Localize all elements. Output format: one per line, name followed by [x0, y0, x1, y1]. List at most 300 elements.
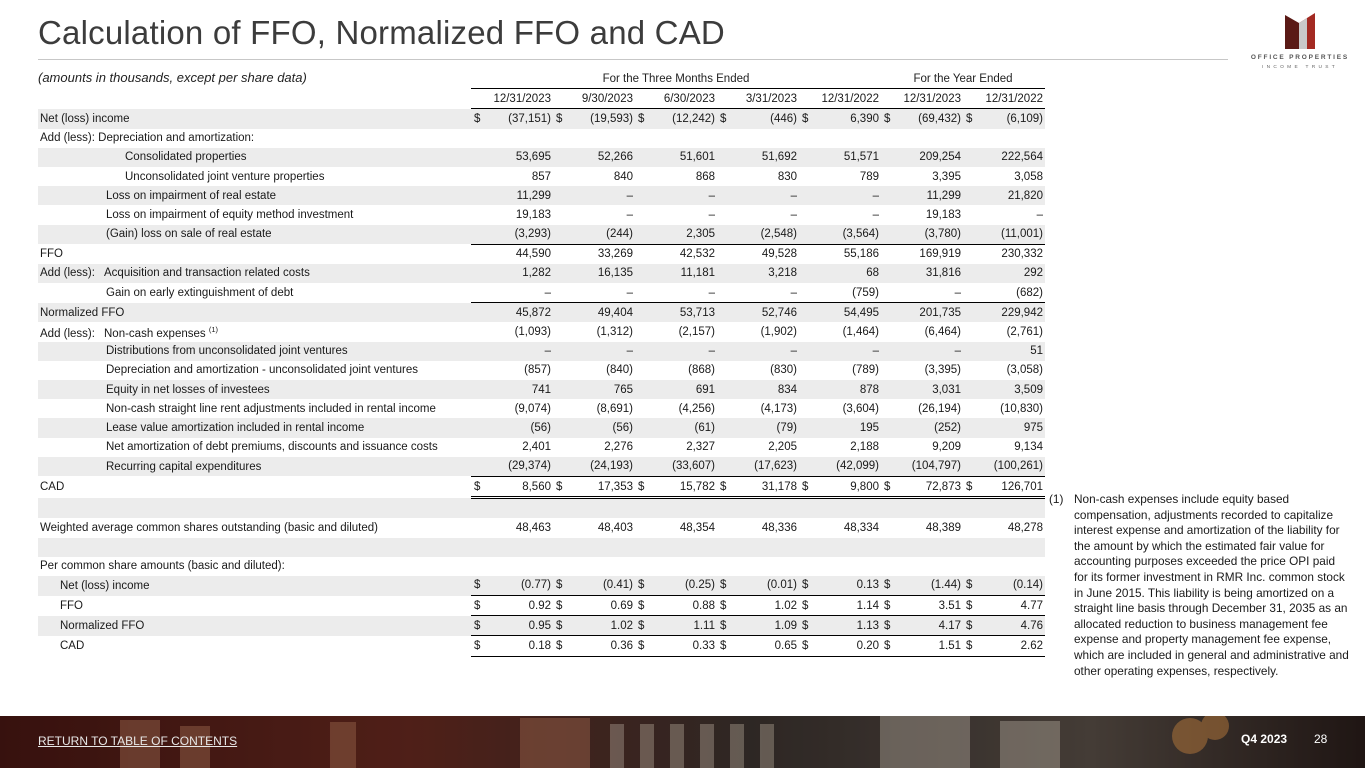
- footnote-marker: (1): [1049, 492, 1064, 506]
- cell-value: (56): [568, 418, 635, 437]
- currency-symbol: $: [963, 636, 978, 656]
- cell-value: 3,058: [1014, 170, 1043, 183]
- currency-symbol: $: [963, 109, 978, 129]
- currency-symbol: [635, 457, 650, 477]
- cell-value: 51,571: [814, 148, 881, 167]
- cell-value: [732, 557, 799, 576]
- cell-value: –: [814, 186, 881, 205]
- cell-value: (244): [568, 225, 635, 245]
- cell-value: –: [732, 186, 799, 205]
- currency-symbol: $: [553, 616, 568, 636]
- logo-line-2: INCOME TRUST: [1261, 65, 1339, 70]
- currency-symbol: [799, 264, 814, 283]
- currency-symbol: [963, 361, 978, 380]
- cell-value: (2,157): [678, 326, 715, 339]
- currency-symbol: [471, 518, 486, 537]
- row-label: [38, 576, 471, 596]
- currency-symbol: [963, 518, 978, 537]
- cell-value: [650, 538, 717, 557]
- cell-value: (840): [606, 364, 633, 377]
- row-label-text: Non-cash expenses: [104, 327, 206, 340]
- currency-symbol: [717, 148, 732, 167]
- cell-value: 209,254: [896, 148, 963, 167]
- cell-value: 195: [814, 418, 881, 437]
- currency-symbol: [553, 225, 568, 245]
- currency-symbol: [963, 148, 978, 167]
- currency-symbol: [553, 438, 568, 457]
- cell-value: (0.25): [650, 576, 717, 596]
- cell-value: 31,178: [732, 476, 799, 497]
- currency-symbol: [635, 557, 650, 576]
- currency-symbol: [881, 518, 896, 537]
- currency-symbol: $: [799, 476, 814, 497]
- row-label-text: Net amortization of debt premiums, discounts and issuance costs: [106, 441, 438, 454]
- cell-value: (1,902): [760, 326, 797, 339]
- currency-symbol: [635, 303, 650, 323]
- table-row: [38, 244, 1045, 264]
- currency-symbol: [471, 361, 486, 380]
- cell-value: 0.13: [814, 576, 881, 596]
- row-label-text: Net (loss) income: [40, 112, 130, 125]
- ffo-table: [38, 69, 1045, 657]
- cell-value: [814, 557, 881, 576]
- currency-symbol: [963, 225, 978, 245]
- currency-symbol: [963, 303, 978, 323]
- cell-value: 49,528: [761, 248, 797, 261]
- currency-symbol: [717, 438, 732, 457]
- row-prefix: Add (less):: [40, 267, 95, 280]
- cell-value: –: [650, 342, 717, 361]
- currency-symbol: $: [717, 476, 732, 497]
- currency-symbol: [471, 303, 486, 323]
- currency-symbol: [553, 399, 568, 418]
- cell-value: 3,218: [732, 264, 799, 283]
- cell-value: 868: [695, 170, 715, 183]
- cell-value: 0.36: [568, 636, 635, 656]
- currency-symbol: [553, 518, 568, 537]
- row-label-text: Normalized FFO: [40, 306, 125, 319]
- currency-symbol: [717, 518, 732, 537]
- cell-value: 48,354: [679, 521, 715, 534]
- cell-value: –: [896, 283, 963, 303]
- page-title: Calculation of FFO, Normalized FFO and CAD: [38, 14, 725, 51]
- currency-symbol: [963, 557, 978, 576]
- cell-value: 1.13: [814, 616, 881, 636]
- cell-value: 834: [732, 380, 799, 399]
- cell-value: (868): [688, 364, 715, 377]
- cell-value: (3,780): [896, 225, 963, 245]
- currency-symbol: [635, 538, 650, 557]
- cell-value: 19,183: [925, 208, 961, 221]
- currency-symbol: [881, 399, 896, 418]
- currency-symbol: [799, 322, 814, 341]
- currency-symbol: [717, 322, 732, 341]
- column-date-2: 6/30/2023: [635, 89, 717, 109]
- row-label: [38, 498, 471, 519]
- cell-value: 2,205: [768, 441, 797, 454]
- column-date-4: 12/31/2022: [799, 89, 881, 109]
- cell-value: 49,404: [568, 303, 635, 323]
- row-label: [38, 476, 471, 497]
- currency-symbol: [471, 167, 486, 186]
- cell-value: [978, 538, 1045, 557]
- cell-value: [568, 498, 635, 519]
- currency-symbol: [963, 283, 978, 303]
- currency-symbol: [635, 264, 650, 283]
- currency-symbol: $: [553, 576, 568, 596]
- currency-symbol: [553, 322, 568, 341]
- cell-value: 48,403: [597, 521, 633, 534]
- row-label: [38, 418, 471, 437]
- currency-symbol: [553, 264, 568, 283]
- currency-symbol: $: [635, 596, 650, 616]
- currency-symbol: [717, 205, 732, 224]
- currency-symbol: [881, 418, 896, 437]
- cell-value: 52,266: [568, 148, 635, 167]
- cell-value: 230,332: [1001, 248, 1043, 261]
- currency-symbol: [471, 225, 486, 245]
- row-prefix: Add (less):: [40, 327, 95, 340]
- cell-value: (0.01): [732, 576, 799, 596]
- cell-value: [650, 129, 717, 148]
- cell-value: (0.41): [568, 576, 635, 596]
- row-label: [38, 129, 471, 148]
- cell-value: –: [814, 342, 881, 361]
- currency-symbol: [881, 380, 896, 399]
- currency-symbol: [881, 148, 896, 167]
- row-label-text: Consolidated properties: [125, 151, 247, 164]
- row-label-text: Normalized FFO: [60, 619, 145, 632]
- currency-symbol: [635, 225, 650, 245]
- currency-symbol: [799, 283, 814, 303]
- currency-symbol: [635, 186, 650, 205]
- cell-value: (33,607): [650, 457, 717, 477]
- cell-value: [486, 557, 553, 576]
- currency-symbol: [799, 538, 814, 557]
- currency-symbol: [799, 205, 814, 224]
- cell-value: (3,293): [486, 225, 553, 245]
- cell-value: 2,401: [522, 441, 551, 454]
- currency-symbol: [799, 438, 814, 457]
- cell-value: 11,181: [650, 264, 717, 283]
- cell-value: [896, 129, 963, 148]
- cell-value: 0.88: [650, 596, 717, 616]
- footer-period: Q4 2023: [1241, 732, 1288, 746]
- currency-symbol: [635, 380, 650, 399]
- table-row: [38, 186, 1045, 205]
- opi-logo-mark-icon: [1285, 13, 1315, 49]
- cell-value: 19,183: [515, 208, 551, 221]
- cell-value: (2,761): [1006, 326, 1043, 339]
- currency-symbol: [635, 418, 650, 437]
- currency-symbol: [963, 342, 978, 361]
- table-row: [38, 361, 1045, 380]
- currency-symbol: [635, 342, 650, 361]
- currency-symbol: $: [717, 596, 732, 616]
- cell-value: 54,495: [814, 303, 881, 323]
- cell-value: (1,093): [514, 326, 551, 339]
- currency-symbol: [471, 498, 486, 519]
- row-label: [38, 399, 471, 418]
- cell-value: (4,173): [760, 402, 797, 415]
- currency-symbol: $: [799, 636, 814, 656]
- currency-symbol: [471, 129, 486, 148]
- currency-symbol: [717, 538, 732, 557]
- currency-symbol: [553, 186, 568, 205]
- cell-value: 1.51: [896, 636, 963, 656]
- currency-symbol: [963, 186, 978, 205]
- currency-symbol: [963, 399, 978, 418]
- currency-symbol: [963, 244, 978, 264]
- cell-value: 0.92: [486, 596, 553, 616]
- currency-symbol: $: [799, 109, 814, 129]
- cell-value: 1.02: [732, 596, 799, 616]
- currency-symbol: [881, 264, 896, 283]
- cell-value: 17,353: [568, 476, 635, 497]
- row-label: [38, 518, 471, 537]
- currency-symbol: $: [471, 616, 486, 636]
- currency-symbol: [799, 498, 814, 519]
- currency-symbol: $: [471, 109, 486, 129]
- row-label: [38, 283, 471, 303]
- cell-value: –: [732, 283, 799, 303]
- row-label: [38, 557, 471, 576]
- cell-value: [732, 538, 799, 557]
- currency-symbol: $: [881, 576, 896, 596]
- currency-symbol: [471, 148, 486, 167]
- currency-symbol: [471, 557, 486, 576]
- row-label-text: Depreciation and amortization - unconsolidated joint ventures: [106, 364, 418, 377]
- cell-value: –: [626, 208, 633, 221]
- table-row: [38, 283, 1045, 303]
- currency-symbol: $: [717, 616, 732, 636]
- cell-value: –: [650, 186, 717, 205]
- currency-symbol: [881, 498, 896, 519]
- currency-symbol: $: [881, 636, 896, 656]
- cell-value: 0.20: [814, 636, 881, 656]
- cell-value: 51: [978, 342, 1045, 361]
- row-label: [38, 225, 471, 245]
- cell-value: 11,299: [896, 186, 963, 205]
- currency-symbol: $: [799, 616, 814, 636]
- date-header-row: [38, 89, 1045, 109]
- currency-symbol: [799, 399, 814, 418]
- currency-symbol: [635, 518, 650, 537]
- cell-value: (446): [732, 109, 799, 129]
- currency-symbol: $: [635, 636, 650, 656]
- cell-value: (19,593): [568, 109, 635, 129]
- currency-symbol: [471, 457, 486, 477]
- cell-value: (6,464): [924, 326, 961, 339]
- cell-value: 975: [978, 418, 1045, 437]
- cell-value: (104,797): [896, 457, 963, 477]
- currency-symbol: [717, 303, 732, 323]
- currency-symbol: [799, 244, 814, 264]
- cell-value: 765: [568, 380, 635, 399]
- cell-value: 9,134: [1014, 441, 1043, 454]
- row-label-text: Loss on impairment of real estate: [106, 189, 277, 202]
- currency-symbol: [553, 342, 568, 361]
- cell-value: (3,395): [924, 364, 961, 377]
- cell-value: [896, 557, 963, 576]
- currency-symbol: [799, 342, 814, 361]
- cell-value: 1.02: [568, 616, 635, 636]
- currency-symbol: [553, 205, 568, 224]
- currency-symbol: [963, 129, 978, 148]
- cell-value: [486, 538, 553, 557]
- cell-value: (252): [896, 418, 963, 437]
- cell-value: [896, 538, 963, 557]
- cell-value: 126,701: [978, 476, 1045, 497]
- currency-symbol: [471, 264, 486, 283]
- cell-value: 0.33: [650, 636, 717, 656]
- cell-value: (6,109): [978, 109, 1045, 129]
- currency-symbol: [799, 518, 814, 537]
- cell-value: 48,336: [761, 521, 797, 534]
- table-row: [38, 576, 1045, 596]
- currency-symbol: [471, 418, 486, 437]
- table-row: [38, 438, 1045, 457]
- cell-value: (3,058): [1006, 364, 1043, 377]
- row-label: [38, 380, 471, 399]
- group-header-row: [38, 69, 1045, 89]
- currency-symbol: [963, 205, 978, 224]
- currency-symbol: $: [553, 636, 568, 656]
- cell-value: (79): [732, 418, 799, 437]
- currency-symbol: [471, 399, 486, 418]
- currency-symbol: [471, 380, 486, 399]
- cell-value: (1.44): [896, 576, 963, 596]
- cell-value: (682): [978, 283, 1045, 303]
- currency-symbol: [471, 538, 486, 557]
- cell-value: [732, 129, 799, 148]
- cell-value: 45,872: [486, 303, 553, 323]
- cell-value: –: [732, 342, 799, 361]
- currency-symbol: $: [881, 596, 896, 616]
- cell-value: 0.95: [486, 616, 553, 636]
- currency-symbol: [717, 244, 732, 264]
- year-header: For the Year Ended: [881, 69, 1045, 89]
- cell-value: (56): [486, 418, 553, 437]
- row-label: [38, 438, 471, 457]
- cell-value: [732, 498, 799, 519]
- table-row: [38, 109, 1045, 129]
- cell-value: 16,135: [568, 264, 635, 283]
- cell-value: 840: [613, 170, 633, 183]
- currency-symbol: [717, 167, 732, 186]
- table-row: [38, 303, 1045, 323]
- currency-symbol: [799, 361, 814, 380]
- table-row: [38, 148, 1045, 167]
- currency-symbol: [881, 186, 896, 205]
- column-date-0: 12/31/2023: [471, 89, 553, 109]
- currency-symbol: [717, 557, 732, 576]
- row-label: [38, 303, 471, 323]
- cell-value: (2,548): [732, 225, 799, 245]
- currency-symbol: [553, 148, 568, 167]
- currency-symbol: [881, 225, 896, 245]
- currency-symbol: $: [635, 576, 650, 596]
- currency-symbol: [635, 205, 650, 224]
- row-label-text: Distributions from unconsolidated joint ventures: [106, 345, 348, 358]
- currency-symbol: [553, 303, 568, 323]
- cell-value: 292: [978, 264, 1045, 283]
- currency-symbol: [635, 148, 650, 167]
- table-row: [38, 476, 1045, 497]
- cell-value: 4.76: [978, 616, 1045, 636]
- cell-value: 53,695: [486, 148, 553, 167]
- currency-symbol: [471, 342, 486, 361]
- currency-symbol: $: [471, 476, 486, 497]
- currency-symbol: [471, 438, 486, 457]
- cell-value: [978, 129, 1045, 148]
- currency-symbol: [717, 380, 732, 399]
- cell-value: 9,209: [932, 441, 961, 454]
- currency-symbol: [799, 418, 814, 437]
- cell-value: –: [486, 283, 553, 303]
- cell-value: 9,800: [814, 476, 881, 497]
- cell-value: 33,269: [597, 248, 633, 261]
- currency-symbol: [553, 167, 568, 186]
- cell-value: (11,001): [978, 225, 1045, 245]
- cell-value: –: [568, 186, 635, 205]
- row-label-text: Equity in net losses of investees: [106, 383, 270, 396]
- currency-symbol: [553, 557, 568, 576]
- cell-value: (857): [524, 364, 551, 377]
- currency-symbol: [553, 418, 568, 437]
- cell-value: (1,312): [596, 326, 633, 339]
- cell-value: 222,564: [978, 148, 1045, 167]
- cell-value: [978, 557, 1045, 576]
- cell-value: (61): [650, 418, 717, 437]
- currency-symbol: [799, 167, 814, 186]
- table-row: [38, 380, 1045, 399]
- row-label-text: Loss on impairment of equity method investment: [106, 208, 354, 221]
- currency-symbol: [553, 361, 568, 380]
- currency-symbol: [471, 322, 486, 341]
- row-label: [38, 264, 471, 283]
- cell-value: (12,242): [650, 109, 717, 129]
- currency-symbol: [881, 342, 896, 361]
- currency-symbol: [471, 186, 486, 205]
- return-to-toc-link[interactable]: RETURN TO TABLE OF CONTENTS: [38, 734, 238, 748]
- row-label: [38, 322, 471, 341]
- cell-value: 15,782: [650, 476, 717, 497]
- row-label: [38, 636, 471, 656]
- row-label-text: Gain on early extinguishment of debt: [106, 286, 294, 299]
- cell-value: 52,746: [732, 303, 799, 323]
- footnote: [1049, 492, 1349, 679]
- currency-symbol: $: [635, 109, 650, 129]
- cell-value: (24,193): [568, 457, 635, 477]
- currency-symbol: [717, 457, 732, 477]
- currency-symbol: [963, 438, 978, 457]
- table-row: [38, 557, 1045, 576]
- table-row: [38, 205, 1045, 224]
- cell-value: (100,261): [978, 457, 1045, 477]
- currency-symbol: [717, 225, 732, 245]
- cell-value: 1.09: [732, 616, 799, 636]
- cell-value: 0.69: [568, 596, 635, 616]
- column-date-6: 12/31/2022: [963, 89, 1045, 109]
- cell-value: (8,691): [596, 402, 633, 415]
- cell-value: [814, 498, 881, 519]
- cell-value: (3,604): [842, 402, 879, 415]
- cell-value: –: [1036, 208, 1043, 221]
- currency-symbol: [963, 264, 978, 283]
- cell-value: 31,816: [896, 264, 963, 283]
- cell-value: 0.65: [732, 636, 799, 656]
